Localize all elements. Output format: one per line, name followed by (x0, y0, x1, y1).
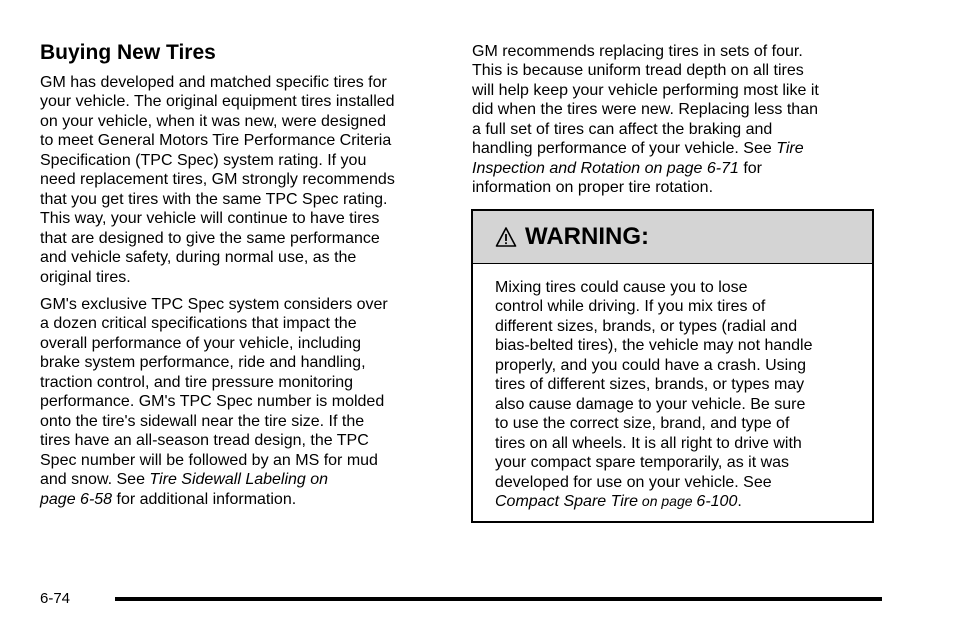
text-line (472, 139, 874, 158)
section-title: Buying New Tires (40, 41, 216, 64)
text-line: a full set of tires can affect the braking and (472, 120, 773, 138)
text-line: to use the correct size, brand, and type of (495, 415, 790, 433)
text-line: your compact spare temporarily, as it was (495, 454, 790, 472)
text-line: will help keep your vehicle performing most like it (472, 81, 819, 99)
paragraph-tpc-intro (40, 73, 445, 287)
text-line: Specification (TPC Spec) system rating. If you (40, 151, 367, 169)
paragraph-sets-of-four (472, 42, 874, 198)
paragraph-tpc-spec (40, 295, 445, 509)
text-line: on your vehicle, when it was new, were designed (40, 112, 386, 130)
text-line: GM has developed and matched specific tires for (40, 74, 387, 91)
warning-box (471, 209, 874, 523)
compact-spare-link[interactable]: Compact Spare Tire (495, 492, 639, 510)
text-line (40, 470, 445, 489)
see-prefix: handling performance of your vehicle. See (472, 140, 777, 158)
tire-inspection-link-cont[interactable]: Inspection and Rotation on page 6-71 (472, 159, 739, 177)
compact-spare-page-link[interactable]: 6-100 (696, 492, 738, 510)
footer-rule (115, 597, 882, 601)
tire-inspection-link[interactable]: Tire (776, 140, 804, 158)
sidewall-labeling-page-link[interactable]: page 6-58 (40, 490, 113, 508)
ref-suffix: for additional information. (112, 490, 297, 508)
text-line: This is because uniform tread depth on all tires (472, 62, 804, 80)
text-line (495, 492, 872, 511)
text-line: did when the tires were new. Replacing less than (472, 101, 818, 119)
text-line: need replacement tires, GM strongly recommends (40, 171, 395, 189)
text-line (40, 490, 445, 509)
text-line: traction control, and tire pressure monitoring (40, 373, 354, 391)
text-line: onto the tire's sidewall near the tire size. If the (40, 412, 365, 430)
warning-header (473, 211, 872, 264)
text-line: original tires. (40, 268, 131, 286)
text-line: GM recommends replacing tires in sets of four. (472, 43, 803, 60)
text-line: This way, your vehicle will continue to have tires (40, 210, 380, 228)
warning-title: WARNING: (525, 223, 649, 250)
text-line: tires have an all-season tread design, the TPC (40, 432, 369, 450)
text-line (472, 159, 874, 178)
sidewall-labeling-link[interactable]: Tire Sidewall Labeling on (149, 471, 329, 489)
text-line: overall performance of your vehicle, including (40, 334, 362, 352)
text-line: brake system performance, ride and handling, (40, 354, 366, 372)
text-line: different sizes, brands, or types (radial and (495, 317, 798, 335)
text-line: Mixing tires could cause you to lose (495, 279, 748, 296)
text-line: Spec number will be followed by an MS for mud (40, 451, 378, 469)
text-line: and vehicle safety, during normal use, as the (40, 249, 357, 267)
compact-spare-page-label[interactable]: on page (638, 492, 697, 509)
warning-body (473, 264, 872, 511)
text-line: performance. GM's TPC Spec number is molded (40, 393, 385, 411)
text-line: bias-belted tires), the vehicle may not handle (495, 337, 813, 355)
ref-suffix: for (738, 159, 762, 177)
warning-triangle-icon (495, 226, 517, 248)
text-line: developed for use on your vehicle. See (495, 473, 772, 491)
text-line: tires on all wheels. It is all right to drive with (495, 434, 802, 452)
text-line: that you get tires with the same TPC Spec rating. (40, 190, 388, 208)
text-line: tires of different sizes, brands, or types may (495, 376, 805, 394)
text-line: information on proper tire rotation. (472, 179, 714, 197)
see-prefix: and snow. See (40, 471, 150, 489)
page-number: 6-74 (40, 590, 71, 607)
left-column (40, 38, 445, 517)
text-line: GM's exclusive TPC Spec system considers over (40, 295, 388, 313)
text-line: also cause damage to your vehicle. Be sure (495, 395, 806, 413)
right-column (472, 42, 874, 206)
text-line: properly, and you could have a crash. Using (495, 356, 806, 374)
text-line: control while driving. If you mix tires of (495, 298, 766, 316)
text-line: your vehicle. The original equipment tires installed (40, 93, 395, 111)
text-line: to meet General Motors Tire Performance Criteria (40, 132, 392, 150)
text-line: that are designed to give the same performance (40, 229, 380, 247)
ref-period: . (737, 492, 742, 510)
text-line: a dozen critical specifications that impact the (40, 315, 357, 333)
